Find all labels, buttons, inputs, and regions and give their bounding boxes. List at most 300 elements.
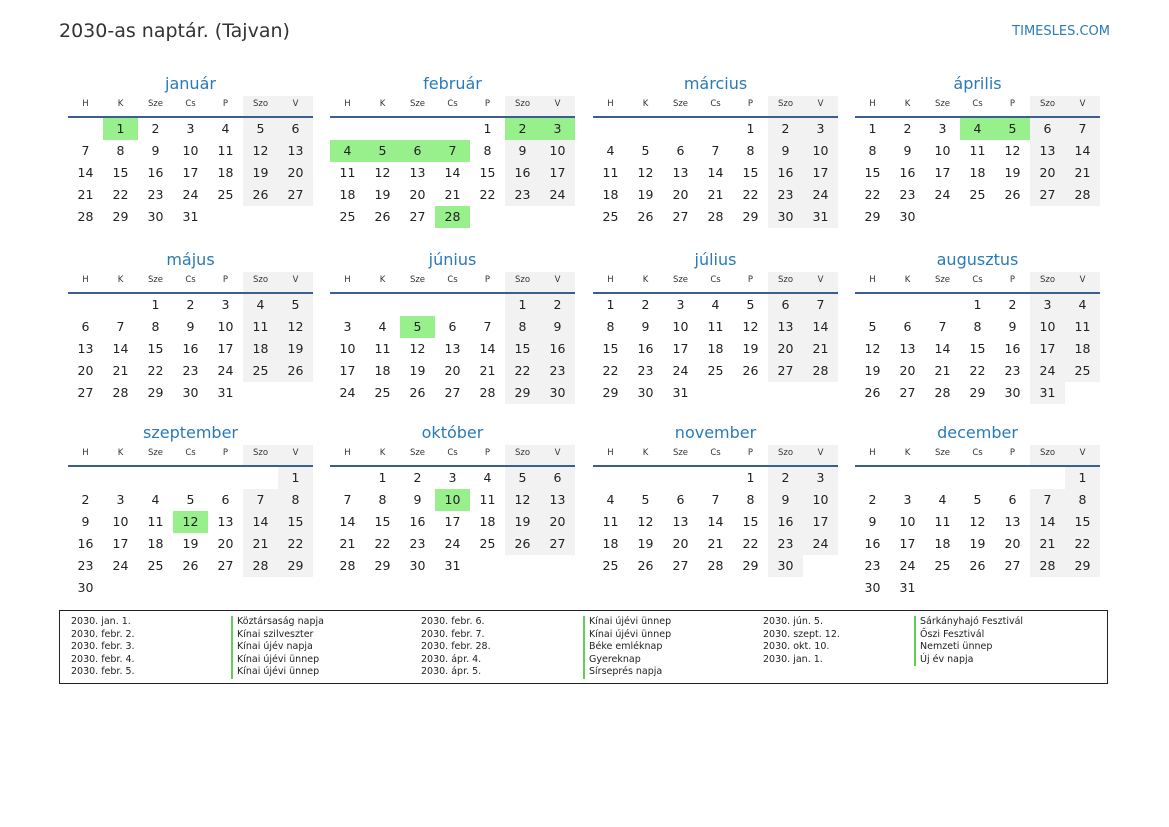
day-cell: 30	[768, 555, 803, 577]
day-cell: 3	[1030, 294, 1065, 316]
weekday-label: H	[607, 275, 614, 285]
week-row	[593, 467, 838, 489]
day-cell: 15	[278, 511, 313, 533]
day-cell: 26	[637, 209, 654, 224]
weekday-label: Cs	[972, 448, 983, 458]
day-cell: 26	[864, 385, 881, 400]
holiday-name: Gyereknap	[583, 654, 671, 667]
empty-day-cell	[733, 382, 768, 404]
month-május	[68, 248, 313, 404]
week-row	[855, 294, 1100, 316]
day-cell: 17	[803, 511, 838, 533]
day-cell: 29	[602, 385, 619, 400]
day-cell: 10	[899, 514, 916, 529]
holiday-name: Őszi Fesztivál	[914, 629, 1023, 642]
weekday-label: Szo	[505, 272, 540, 292]
empty-day-cell	[593, 118, 628, 140]
week-row	[593, 206, 838, 228]
weekday-label: Cs	[185, 275, 196, 285]
day-cell: 8	[116, 143, 125, 158]
day-cell: 17	[934, 165, 951, 180]
weekday-label: Sze	[147, 448, 164, 458]
day-cell: 30	[1004, 385, 1021, 400]
day-cell: 21	[707, 536, 724, 551]
day-cell: 6	[676, 492, 685, 507]
weekday-label: V	[540, 445, 575, 465]
day-cell: 15	[602, 341, 619, 356]
day-cell: 16	[182, 341, 199, 356]
day-cell: 24	[339, 385, 356, 400]
empty-day-cell	[330, 467, 365, 489]
week-row	[593, 533, 838, 555]
day-cell: 11	[217, 143, 234, 158]
day-cell: 12	[1004, 143, 1021, 158]
day-cell: 23	[540, 360, 575, 382]
week-row	[593, 489, 838, 511]
weekday-label: K	[904, 99, 911, 109]
day-cell: 22	[742, 536, 759, 551]
month-title: február	[423, 74, 482, 93]
week-row	[855, 118, 1100, 140]
day-cell: 9	[903, 143, 912, 158]
week-row	[330, 511, 575, 533]
weekday-label: K	[117, 99, 124, 109]
weekday-label: P	[1009, 275, 1016, 285]
day-cell: 6	[400, 140, 435, 162]
day-cell: 16	[505, 162, 540, 184]
day-cell: 19	[243, 162, 278, 184]
day-cell: 3	[540, 118, 575, 140]
day-cell: 8	[868, 143, 877, 158]
weekday-label: P	[1009, 99, 1016, 109]
weekday-label: H	[344, 275, 351, 285]
weekday-header	[855, 272, 1100, 294]
day-cell: 4	[711, 297, 720, 312]
week-row	[330, 382, 575, 404]
week-row	[68, 555, 313, 577]
day-cell: 27	[768, 360, 803, 382]
day-cell: 11	[1065, 316, 1100, 338]
day-cell: 4	[606, 492, 615, 507]
day-cell: 25	[243, 360, 278, 382]
empty-day-cell	[593, 467, 628, 489]
day-cell: 5	[973, 492, 982, 507]
holiday-name: Kínai újévi ünnep	[583, 629, 671, 642]
empty-day-cell	[400, 294, 435, 316]
day-cell: 20	[1030, 162, 1065, 184]
weekday-label: Sze	[934, 448, 951, 458]
day-cell: 1	[378, 470, 387, 485]
day-cell: 18	[217, 165, 234, 180]
holiday-date: 2030. febr. 2.	[71, 628, 135, 640]
weekday-label: P	[1009, 448, 1016, 458]
holiday-name: Sírseprés napja	[583, 666, 671, 679]
day-cell: 29	[147, 385, 164, 400]
holiday-name: Kínai szilveszter	[231, 629, 324, 642]
day-cell: 17	[899, 536, 916, 551]
day-cell: 28	[707, 558, 724, 573]
day-cell: 15	[742, 165, 759, 180]
day-cell: 28	[479, 385, 496, 400]
day-cell: 24	[1030, 360, 1065, 382]
empty-day-cell	[505, 206, 540, 228]
month-title: január	[165, 74, 216, 93]
day-cell: 10	[672, 319, 689, 334]
holiday-names-column	[914, 616, 1023, 666]
week-row	[593, 118, 838, 140]
day-cell: 23	[147, 187, 164, 202]
day-cell: 20	[278, 162, 313, 184]
week-row	[330, 467, 575, 489]
day-cell: 16	[864, 536, 881, 551]
day-cell: 13	[77, 341, 94, 356]
day-cell: 11	[602, 514, 619, 529]
weekday-label: K	[379, 448, 386, 458]
day-cell: 4	[243, 294, 278, 316]
week-row	[330, 184, 575, 206]
weekday-label: V	[803, 96, 838, 116]
weekday-header	[68, 445, 313, 467]
day-cell: 15	[505, 338, 540, 360]
empty-day-cell	[1030, 206, 1065, 228]
weekday-label: V	[540, 272, 575, 292]
month-július	[593, 248, 838, 404]
empty-day-cell	[505, 555, 540, 577]
day-cell: 18	[934, 536, 951, 551]
day-cell: 5	[641, 143, 650, 158]
day-cell: 1	[973, 297, 982, 312]
empty-day-cell	[243, 467, 278, 489]
day-cell: 20	[540, 511, 575, 533]
day-cell: 24	[182, 187, 199, 202]
day-cell: 25	[217, 187, 234, 202]
empty-day-cell	[278, 577, 313, 599]
weekday-header	[593, 96, 838, 118]
day-cell: 13	[672, 514, 689, 529]
weekday-label: Szo	[1030, 96, 1065, 116]
day-cell: 17	[182, 165, 199, 180]
day-cell: 11	[707, 319, 724, 334]
day-cell: 16	[147, 165, 164, 180]
empty-day-cell	[173, 577, 208, 599]
empty-day-cell	[960, 467, 995, 489]
day-cell: 15	[147, 341, 164, 356]
day-cell: 19	[969, 536, 986, 551]
day-cell: 7	[81, 143, 90, 158]
day-cell: 26	[969, 558, 986, 573]
day-cell: 31	[217, 385, 234, 400]
day-cell: 5	[243, 118, 278, 140]
day-cell: 2	[505, 118, 540, 140]
day-cell: 15	[112, 165, 129, 180]
day-cell: 11	[479, 492, 496, 507]
week-row	[330, 294, 575, 316]
week-row	[330, 162, 575, 184]
empty-day-cell	[138, 467, 173, 489]
month-január	[68, 72, 313, 228]
weekday-label: Cs	[972, 275, 983, 285]
day-cell: 27	[278, 184, 313, 206]
day-cell: 12	[742, 319, 759, 334]
day-cell: 12	[243, 140, 278, 162]
empty-day-cell	[1065, 206, 1100, 228]
weekday-label: Sze	[934, 99, 951, 109]
day-cell: 22	[278, 533, 313, 555]
day-cell: 11	[374, 341, 391, 356]
weekday-label: P	[484, 275, 491, 285]
day-cell: 17	[339, 363, 356, 378]
empty-day-cell	[365, 294, 400, 316]
day-cell: 9	[413, 492, 422, 507]
day-cell: 28	[934, 385, 951, 400]
day-cell: 3	[343, 319, 352, 334]
weekday-label: Sze	[147, 99, 164, 109]
day-cell: 8	[151, 319, 160, 334]
day-cell: 9	[540, 316, 575, 338]
day-cell: 5	[400, 316, 435, 338]
day-cell: 8	[278, 489, 313, 511]
day-cell: 9	[768, 489, 803, 511]
day-cell: 13	[768, 316, 803, 338]
day-cell: 22	[112, 187, 129, 202]
holidays-list	[59, 610, 1108, 684]
empty-day-cell	[855, 467, 890, 489]
weekday-label: P	[484, 99, 491, 109]
day-cell: 1	[505, 294, 540, 316]
day-cell: 19	[278, 338, 313, 360]
day-cell: 25	[602, 558, 619, 573]
day-cell: 27	[1030, 184, 1065, 206]
day-cell: 12	[637, 514, 654, 529]
day-cell: 30	[637, 385, 654, 400]
day-cell: 10	[217, 319, 234, 334]
day-cell: 25	[1065, 360, 1100, 382]
day-cell: 6	[540, 467, 575, 489]
day-cell: 1	[103, 118, 138, 140]
day-cell: 29	[278, 555, 313, 577]
day-cell: 5	[868, 319, 877, 334]
month-title: július	[694, 250, 737, 269]
day-cell: 25	[602, 209, 619, 224]
day-cell: 30	[77, 580, 94, 595]
day-cell: 16	[899, 165, 916, 180]
weekday-label: P	[747, 448, 754, 458]
day-cell: 27	[899, 385, 916, 400]
empty-day-cell	[663, 467, 698, 489]
holiday-date: 2030. jún. 5.	[763, 616, 824, 627]
empty-day-cell	[138, 577, 173, 599]
month-title: március	[683, 74, 748, 93]
week-row	[855, 140, 1100, 162]
weekday-label: Cs	[447, 275, 458, 285]
holiday-date: 2030. febr. 3.	[71, 641, 135, 653]
day-cell: 28	[339, 558, 356, 573]
day-cell: 14	[934, 341, 951, 356]
empty-day-cell	[243, 206, 278, 228]
week-row	[330, 533, 575, 555]
week-row	[68, 577, 313, 599]
day-cell: 7	[711, 143, 720, 158]
empty-day-cell	[960, 577, 995, 599]
day-cell: 7	[1065, 118, 1100, 140]
weekday-label: V	[1065, 96, 1100, 116]
month-title: április	[953, 74, 1002, 93]
day-cell: 8	[378, 492, 387, 507]
day-cell: 21	[707, 187, 724, 202]
day-cell: 6	[1008, 492, 1017, 507]
day-cell: 10	[112, 514, 129, 529]
day-cell: 20	[409, 187, 426, 202]
empty-day-cell	[68, 118, 103, 140]
day-cell: 22	[374, 536, 391, 551]
empty-day-cell	[103, 577, 138, 599]
day-cell: 4	[151, 492, 160, 507]
empty-day-cell	[103, 294, 138, 316]
day-cell: 18	[1065, 338, 1100, 360]
holiday-name: Új év napja	[914, 654, 1023, 667]
week-row	[855, 489, 1100, 511]
day-cell: 23	[409, 536, 426, 551]
weekday-label: V	[1065, 445, 1100, 465]
day-cell: 11	[934, 514, 951, 529]
day-cell: 16	[637, 341, 654, 356]
day-cell: 12	[173, 511, 208, 533]
day-cell: 20	[77, 363, 94, 378]
day-cell: 3	[903, 492, 912, 507]
weekday-header	[68, 272, 313, 294]
day-cell: 17	[112, 536, 129, 551]
day-cell: 16	[77, 536, 94, 551]
day-cell: 19	[1004, 165, 1021, 180]
day-cell: 23	[637, 363, 654, 378]
weekday-label: Cs	[710, 448, 721, 458]
day-cell: 27	[409, 209, 426, 224]
week-row	[855, 511, 1100, 533]
week-row	[330, 489, 575, 511]
empty-day-cell	[698, 382, 733, 404]
day-cell: 6	[221, 492, 230, 507]
day-cell: 3	[803, 467, 838, 489]
day-cell: 10	[182, 143, 199, 158]
empty-day-cell	[400, 118, 435, 140]
day-cell: 1	[1065, 467, 1100, 489]
day-cell: 20	[672, 187, 689, 202]
day-cell: 6	[1030, 118, 1065, 140]
day-cell: 12	[969, 514, 986, 529]
day-cell: 16	[540, 338, 575, 360]
weekday-label: Cs	[972, 99, 983, 109]
day-cell: 27	[672, 558, 689, 573]
day-cell: 9	[868, 514, 877, 529]
weekday-header	[68, 96, 313, 118]
week-row	[855, 184, 1100, 206]
empty-day-cell	[925, 206, 960, 228]
holiday-date: 2030. jan. 1.	[763, 653, 823, 665]
week-row	[68, 206, 313, 228]
day-cell: 15	[864, 165, 881, 180]
day-cell: 29	[864, 209, 881, 224]
weekday-header	[855, 96, 1100, 118]
day-cell: 29	[742, 209, 759, 224]
empty-day-cell	[208, 206, 243, 228]
empty-day-cell	[470, 555, 505, 577]
day-cell: 2	[540, 294, 575, 316]
empty-day-cell	[68, 467, 103, 489]
day-cell: 24	[540, 184, 575, 206]
empty-day-cell	[925, 577, 960, 599]
day-cell: 10	[435, 489, 470, 511]
day-cell: 13	[409, 165, 426, 180]
day-cell: 17	[803, 162, 838, 184]
day-cell: 13	[278, 140, 313, 162]
empty-day-cell	[365, 118, 400, 140]
empty-day-cell	[1065, 382, 1100, 404]
day-cell: 28	[112, 385, 129, 400]
day-cell: 11	[602, 165, 619, 180]
weekday-label: H	[82, 275, 89, 285]
weekday-label: Cs	[185, 448, 196, 458]
week-row	[68, 294, 313, 316]
day-cell: 18	[339, 187, 356, 202]
day-cell: 30	[899, 209, 916, 224]
day-cell: 5	[278, 294, 313, 316]
day-cell: 5	[505, 467, 540, 489]
day-cell: 20	[217, 536, 234, 551]
day-cell: 27	[1004, 558, 1021, 573]
week-row	[855, 162, 1100, 184]
weekday-label: K	[904, 448, 911, 458]
day-cell: 13	[899, 341, 916, 356]
weekday-label: K	[642, 275, 649, 285]
day-cell: 16	[409, 514, 426, 529]
site-link[interactable]: TIMESLES.COM	[1012, 24, 1110, 39]
day-cell: 23	[899, 187, 916, 202]
holiday-name: Kínai újévi ünnep	[231, 666, 324, 679]
week-row	[855, 360, 1100, 382]
day-cell: 1	[278, 467, 313, 489]
weekday-label: Cs	[447, 448, 458, 458]
day-cell: 18	[147, 536, 164, 551]
week-row	[68, 360, 313, 382]
month-title: október	[421, 423, 484, 442]
day-cell: 5	[746, 297, 755, 312]
day-cell: 2	[151, 121, 160, 136]
day-cell: 27	[540, 533, 575, 555]
week-row	[68, 382, 313, 404]
day-cell: 2	[768, 467, 803, 489]
month-február	[330, 72, 575, 228]
week-row	[593, 511, 838, 533]
month-október	[330, 421, 575, 577]
week-row	[330, 140, 575, 162]
day-cell: 26	[637, 558, 654, 573]
weekday-label: Szo	[505, 96, 540, 116]
weekday-label: K	[379, 275, 386, 285]
day-cell: 14	[479, 341, 496, 356]
day-cell: 2	[868, 492, 877, 507]
weekday-label: V	[278, 272, 313, 292]
day-cell: 1	[151, 297, 160, 312]
week-row	[593, 382, 838, 404]
holiday-names-column	[583, 616, 671, 679]
day-cell: 19	[742, 341, 759, 356]
day-cell: 10	[934, 143, 951, 158]
holiday-date: 2030. szept. 12.	[763, 628, 840, 640]
holiday-name: Kínai újévi ünnep	[583, 616, 671, 629]
day-cell: 30	[147, 209, 164, 224]
day-cell: 14	[112, 341, 129, 356]
weekday-label: H	[869, 448, 876, 458]
